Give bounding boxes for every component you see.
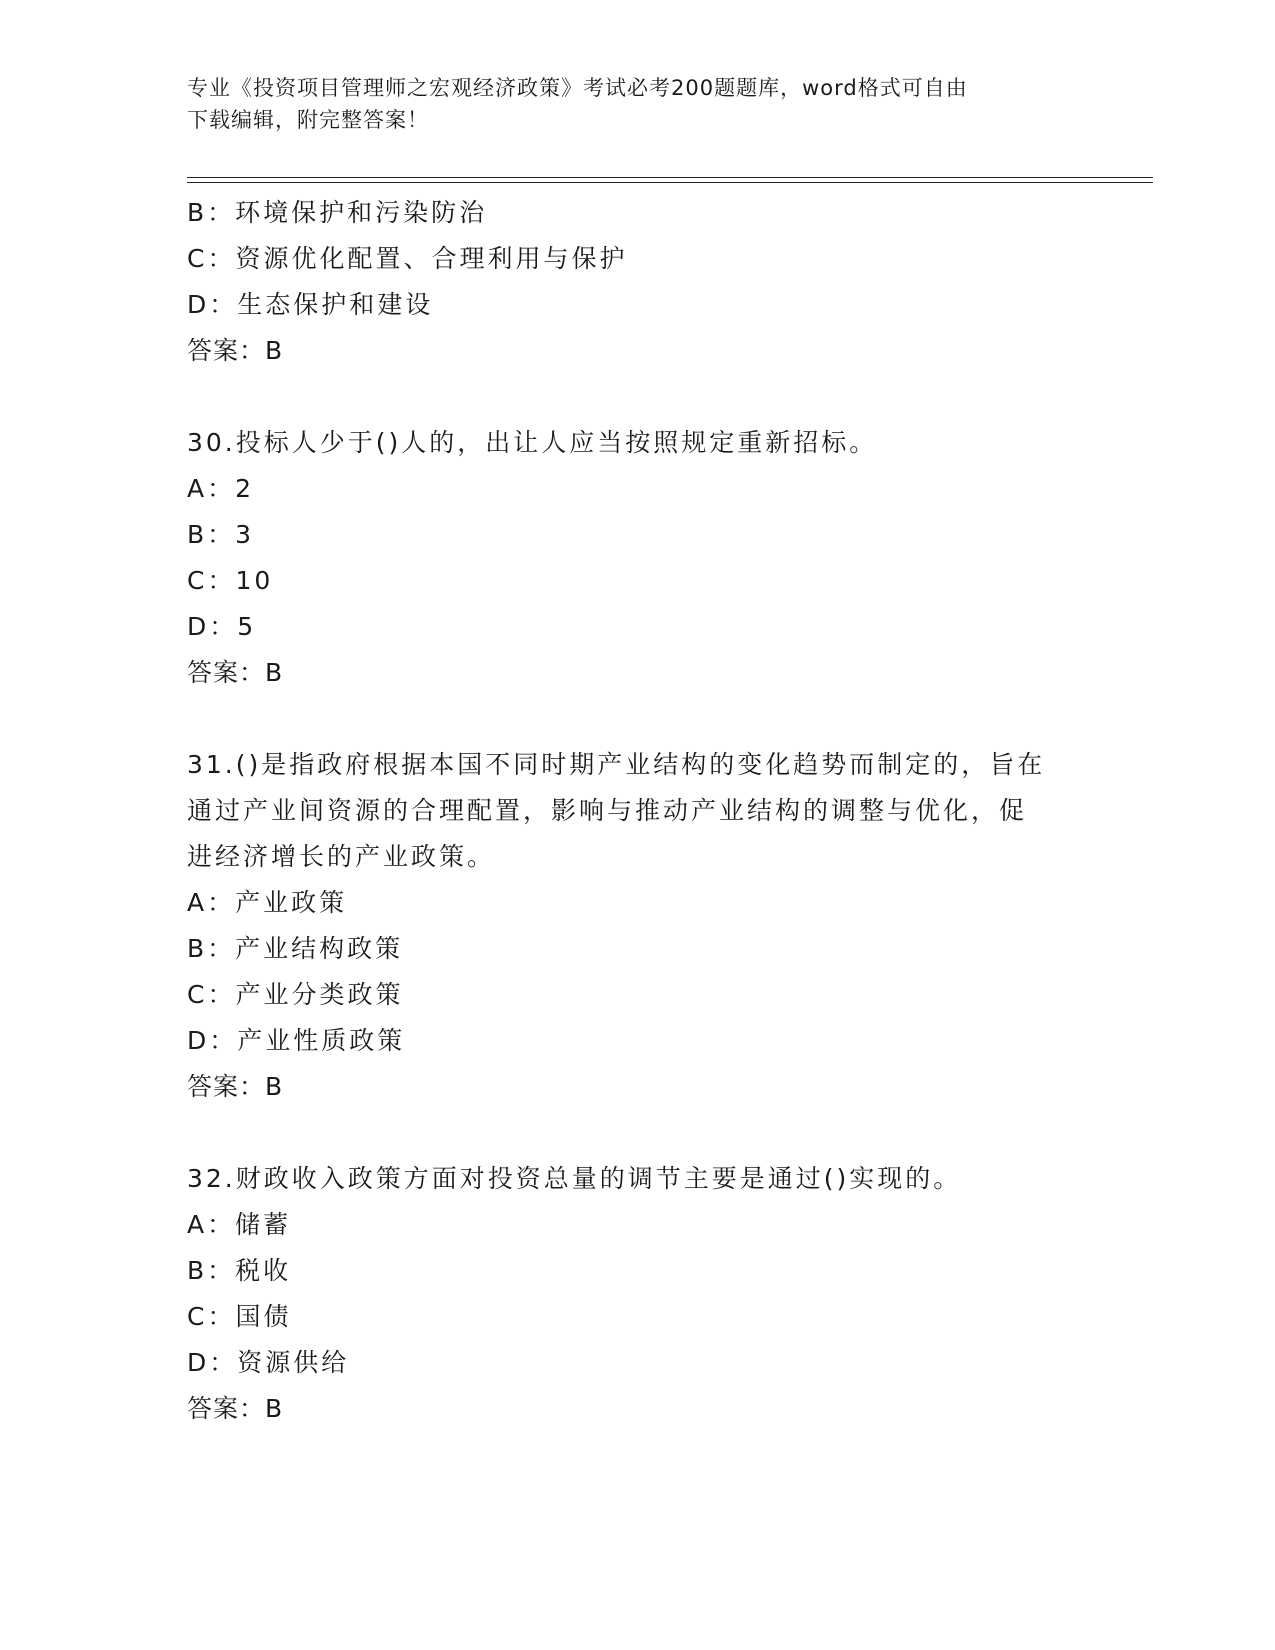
answer: 答案：B (187, 658, 284, 687)
question-30 (187, 420, 1087, 696)
option-b: B：产业结构政策 (187, 934, 404, 963)
spacer (187, 1110, 1087, 1156)
option-a: A：产业政策 (187, 888, 348, 917)
question-29-tail (187, 190, 1087, 374)
question-stem: 32.财政收入政策方面对投资总量的调节主要是通过()实现的。 (187, 1164, 962, 1193)
question-stem-line-3: 进经济增长的产业政策。 (187, 842, 496, 871)
option-d: D：资源供给 (187, 1348, 350, 1377)
question-stem: 30.投标人少于()人的，出让人应当按照规定重新招标。 (187, 428, 878, 457)
answer: 答案：B (187, 1394, 284, 1423)
question-stem-line-1: 31.()是指政府根据本国不同时期产业结构的变化趋势而制定的，旨在 (187, 750, 1046, 779)
option-d: D：产业性质政策 (187, 1026, 406, 1055)
option-c: C：产业分类政策 (187, 980, 404, 1009)
question-32 (187, 1156, 1087, 1432)
question-list (187, 190, 1087, 1432)
option-c: C：10 (187, 566, 274, 595)
option-c: C：国债 (187, 1302, 292, 1331)
option-d: D：5 (187, 612, 257, 641)
header-divider-top (187, 177, 1153, 178)
question-stem-line-2: 通过产业间资源的合理配置，影响与推动产业结构的调整与优化，促 (187, 796, 1028, 825)
option-b: B：3 (187, 520, 255, 549)
option-b: B：税收 (187, 1256, 292, 1285)
option-a: A：储蓄 (187, 1210, 292, 1239)
header-divider-bottom (187, 182, 1153, 183)
spacer (187, 374, 1087, 420)
header-line-2: 下载编辑，附完整答案！ (187, 108, 429, 132)
option-a: A：2 (187, 474, 255, 503)
option-b: B：环境保护和污染防治 (187, 198, 488, 227)
answer: 答案：B (187, 1072, 284, 1101)
header-line-1: 专业《投资项目管理师之宏观经济政策》考试必考200题题库，word格式可自由 (187, 76, 968, 100)
question-31 (187, 742, 1087, 1110)
spacer (187, 696, 1087, 742)
option-d: D：生态保护和建设 (187, 290, 434, 319)
option-c: C：资源优化配置、合理利用与保护 (187, 244, 628, 273)
answer: 答案：B (187, 336, 284, 365)
document-header (187, 72, 1067, 136)
